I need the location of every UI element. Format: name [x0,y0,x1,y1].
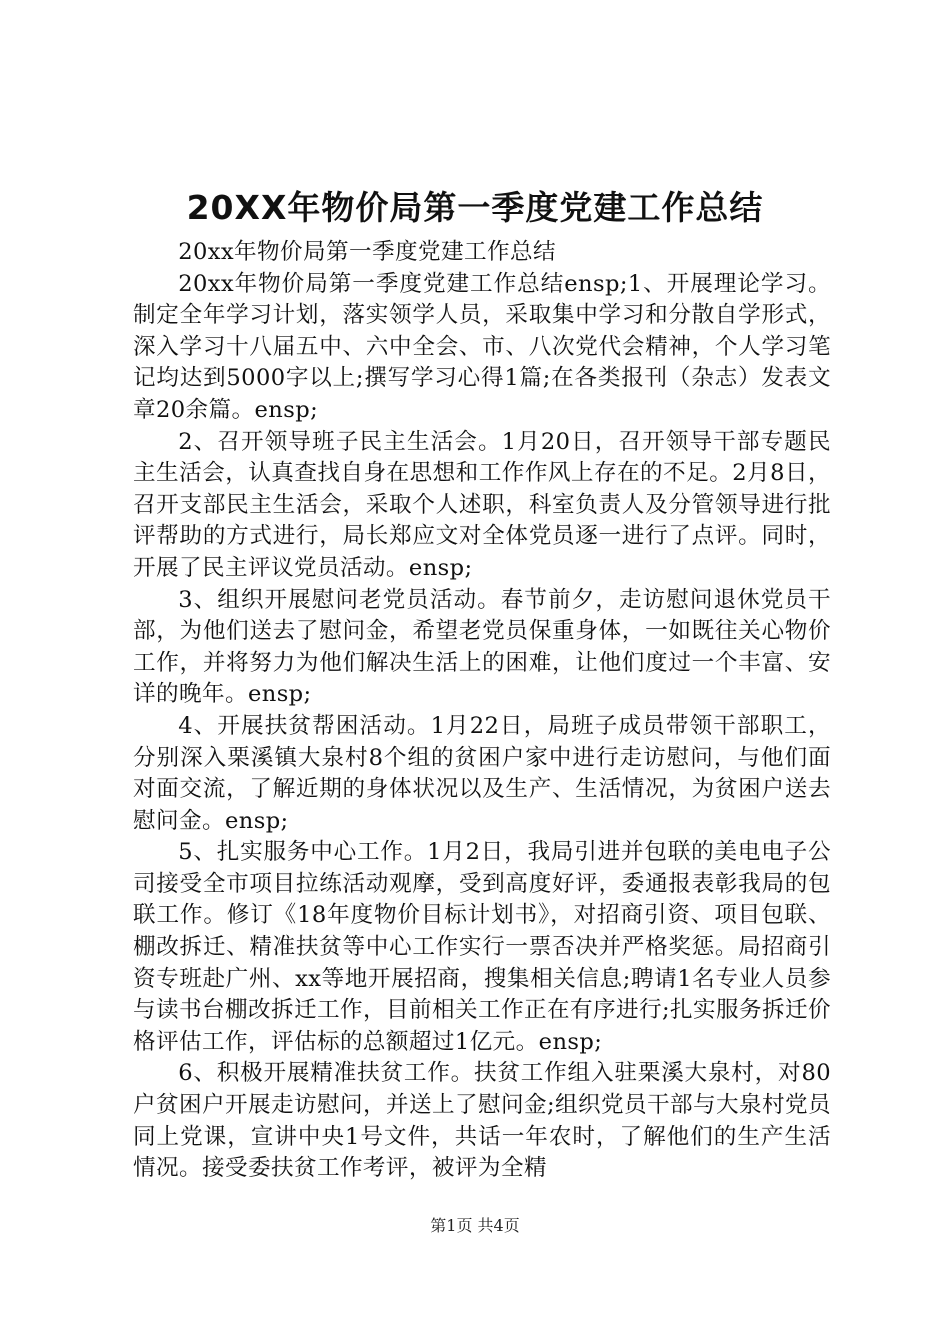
paragraph-6: 6、积极开展精准扶贫工作。扶贫工作组入驻栗溪大泉村，对80户贫困户开展走访慰问，并送上了慰问金;组织党员干部与大泉村党员同上党课，宣讲中央1号文件，共话一年农时，了解他们的生产生活情况。接受委扶贫工作考评，被评为全精 [133,1060,831,1182]
page-footer: 第1页 共4页 [430,1216,520,1235]
paragraph-2: 2、召开领导班子民主生活会。1月20日，召开领导干部专题民主生活会，认真查找自身在思想和工作作风上存在的不足。2月8日，召开支部民主生活会，采取个人述职，科室负责人及分管领导进行批评帮助的方式进行，局长郑应文对全体党员逐一进行了点评。同时，开展了民主评议党员活动。ensp; [133,428,831,581]
paragraph-3: 3、组织开展慰问老党员活动。春节前夕，走访慰问退休党员干部，为他们送去了慰问金，希望老党员保重身体，一如既往关心物价工作，并将努力为他们解决生活上的困难，让他们度过一个丰富、安详的晚年。ensp; [133,586,831,708]
paragraph-1: 20xx年物价局第一季度党建工作总结ensp;1、开展理论学习。制定全年学习计划，落实领学人员，采取集中学习和分散自学形式，深入学习十八届五中、六中全会、市、八次党代会精神，个人学习笔记均达到5000字以上;撰写学习心得1篇;在各类报刊（杂志）发表文章20余篇。ensp; [133,270,831,423]
paragraph-5: 5、扎实服务中心工作。1月2日，我局引进并包联的美电电子公司接受全市项目拉练活动观摩，受到高度好评，委通报表彰我局的包联工作。修订《18年度物价目标计划书》，对招商引资、项目包联、棚改拆迁、精准扶贫等中心工作实行一票否决并严格奖惩。局招商引资专班赴广州、xx等地开展招商，搜集相关信息;聘请1名专业人员参与读书台棚改拆迁工作，目前相关工作正在有序进行;扎实服务拆迁价格评估工作，评估标的总额超过1亿元。ensp; [133,839,831,1055]
document-body [133,237,831,1185]
paragraph-4: 4、开展扶贫帮困活动。1月22日，局班子成员带领干部职工，分别深入栗溪镇大泉村8个组的贫困户家中进行走访慰问，与他们面对面交流，了解近期的身体状况以及生产、生活情况，为贫困户送去慰问金。ensp; [133,712,831,834]
paragraph-heading: 20xx年物价局第一季度党建工作总结 [178,239,556,265]
document-title: 20XX年物价局第一季度党建工作总结 [186,188,764,227]
